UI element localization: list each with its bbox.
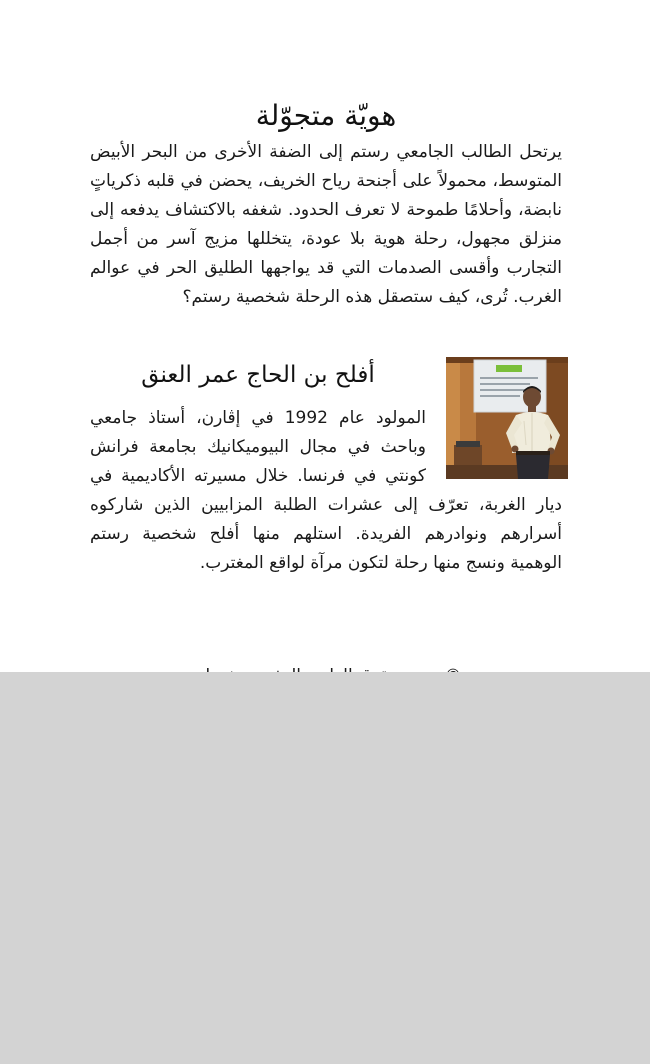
author-portrait-icon <box>446 357 568 479</box>
author-section <box>90 357 562 578</box>
book-title: هويّة متجوّلة <box>255 99 397 132</box>
book-synopsis: يرتحل الطالب الجامعي رستم إلى الضفة الأخرى من البحر الأبيض المتوسط، محمولاً على أجنحة رياح الخريف، يحضن في قلبه ذكرياتٍ نابضة، وأحلامًا طموحة لا تعرف الحدود. شغفه بالاكتشاف يدفعه إلى منزلق مجهول، رحلة هوية بلا عودة، يتخللها مزيج آسر من أجمل التجارب وأقسى الصدمات التي قد يواجهها الطليق الحر في عوالم الغرب. تُرى، كيف ستصقل هذه الرحلة شخصية رستم؟ <box>90 142 562 307</box>
author-photo <box>446 357 568 479</box>
author-bio: المولود عام 1992 في إڨارن، أستاذ جامعي وباحث في مجال البيوميكانيك بجامعة فرانش كونتي في فرنسا. خلال مسيرته الأكاديمية في ديار الغربة، تعرّف إلى عشرات الطلبة المزابيين الذين شاركوه أسرارهم ونوادرهم الفريدة. استلهم منها أفلح شخصية رستم الوهمية ونسج منها رحلة لتكون مرآة لواقع المغترب. <box>90 408 562 573</box>
page-content <box>90 96 562 578</box>
author-name: أفلح بن الحاج عمر العنق <box>141 362 375 388</box>
viewer-background <box>0 672 650 1064</box>
